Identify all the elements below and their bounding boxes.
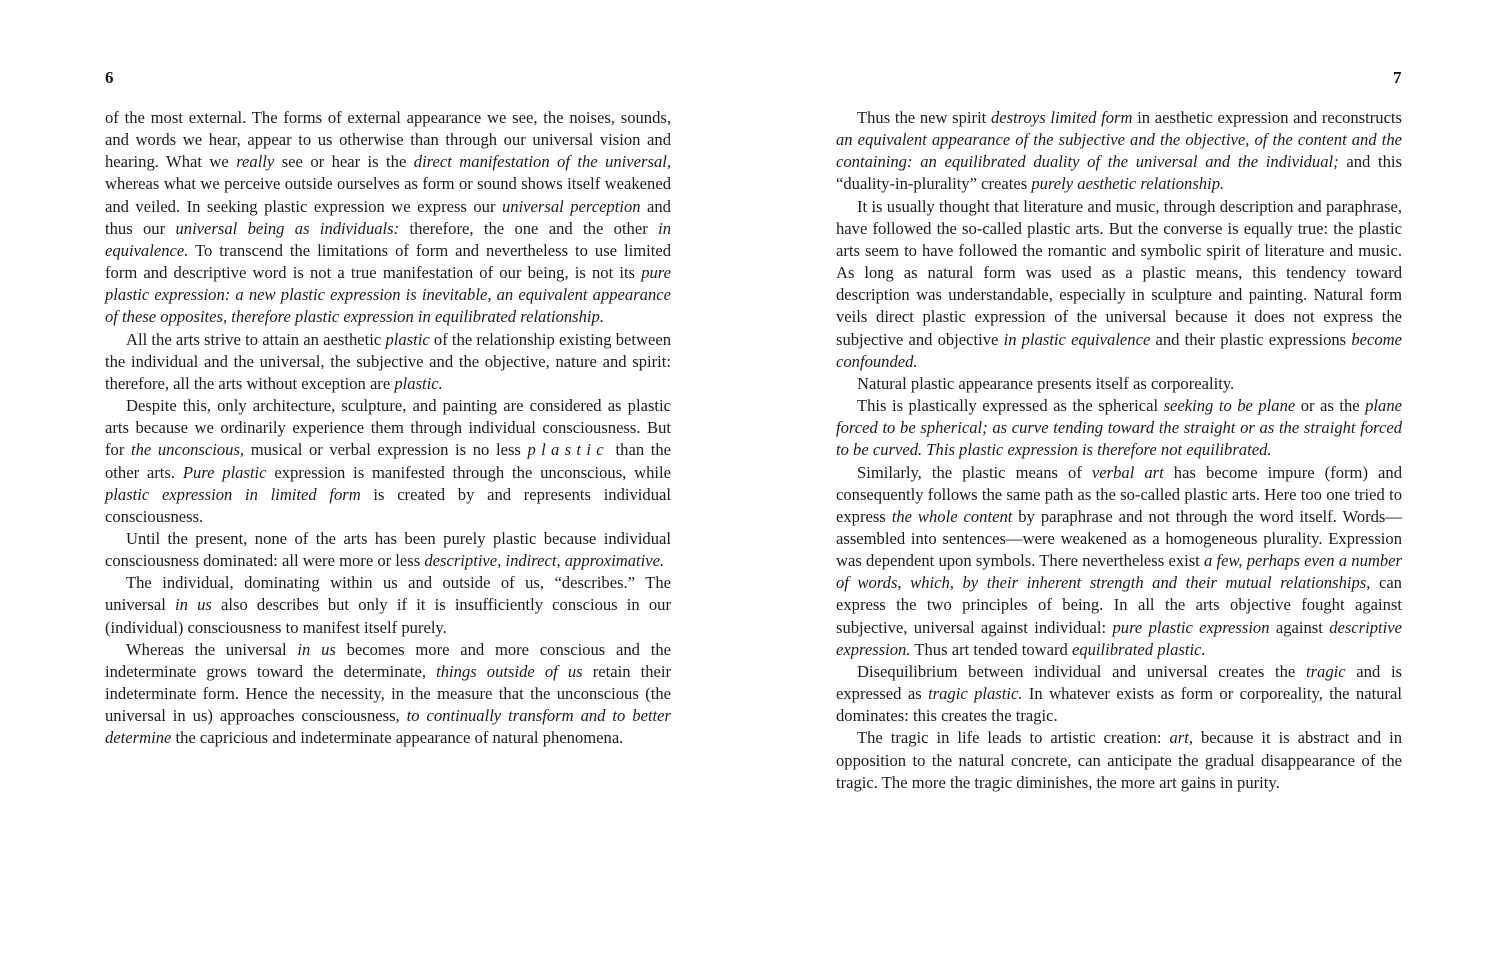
emphasized-text: in plastic equivalence [1003, 329, 1151, 349]
body-text: has become impure (form) and consequently follows the same path as the so-called plastic arts. Here too one tried to express [836, 462, 1402, 526]
body-text: In whatever exists as form or corporeality, the natural dominates: this creates the tragic. [836, 684, 1403, 726]
emphasized-text: pure plastic expression: a new plastic expression is inevitable, an equivalent appearance of these opposites, therefore plastic expression in equilibrated relationship. [105, 263, 671, 327]
paragraph [105, 329, 671, 395]
paragraph [105, 572, 671, 638]
body-text: Whereas the universal [126, 639, 298, 659]
body-text: and is expressed as [836, 661, 1403, 704]
body-text: Natural plastic appearance presents itself as corporeality. [857, 373, 1235, 393]
body-text: Thus art tended toward [910, 639, 1072, 659]
body-text: by paraphrase and not through the word itself. Words—assembled into sentences—were weakened as a homogeneous plurality. Expression was dependent upon symbols. There nevertheless exist [836, 506, 1402, 571]
emphasized-text: descriptive, indirect, approximative. [424, 551, 665, 571]
emphasized-text: an equivalent appearance of the subjective and the objective, of the content and the containing: an equilibrated duality of the universal and the individual; [836, 130, 1402, 172]
body-text: expression is manifested through the unconscious, while [266, 462, 671, 482]
body-text: Disequilibrium between individual and universal creates the [857, 661, 1306, 681]
body-text: than the other arts. [105, 440, 672, 482]
body-text: musical or verbal expression is no less [244, 440, 528, 460]
body-text: To transcend the limitations of form and nevertheless to use limited form and descriptive word is not a true manifestation of our being, is not its [105, 240, 671, 283]
emphasized-text: tragic plastic. [928, 684, 1023, 704]
emphasized-text: direct manifestation of the universal, [413, 152, 671, 172]
paragraph [836, 373, 1402, 395]
body-text: The tragic in life leads to artistic creation: [857, 728, 1170, 748]
body-text: the capricious and indeterminate appearance of natural phenomena. [171, 728, 624, 748]
emphasized-text: seeking to be plane [1163, 396, 1296, 416]
body-text: because it is abstract and in opposition to the natural concrete, can anticipate the gradual disappearance of the tragic. The more the tragic diminishes, the more art gains in purity. [836, 728, 1402, 792]
emphasized-text: a few, perhaps even a number of words, which, by their inherent strength and their mutual relationships, [836, 551, 1403, 593]
emphasized-text: plastic [527, 440, 609, 460]
emphasized-text: descriptive expression. [836, 617, 1402, 659]
emphasized-text: plastic expression in limited form [105, 484, 361, 504]
emphasized-text: in equivalence. [105, 218, 672, 260]
body-text: or as the [1295, 396, 1366, 416]
emphasized-text: purely aesthetic relationship. [1031, 174, 1225, 194]
body-text: in aesthetic expression and reconstructs [1132, 108, 1403, 127]
paragraph [105, 639, 671, 750]
body-text: All the arts strive to attain an aesthetic [126, 329, 386, 349]
body-text: of the relationship existing between the individual and the universal, the subjective and the objective, nature and spirit: therefore, all the arts without exception are [105, 329, 671, 393]
page-number-right: 7 [1393, 68, 1402, 87]
body-text: is created by and represents individual consciousness. [105, 484, 671, 526]
paragraph [105, 528, 671, 572]
page-left [105, 0, 671, 958]
body-text: also describes but only if it is insufficiently conscious in our (individual) consciousness to manifest itself purely. [105, 595, 671, 637]
paragraph [105, 107, 671, 329]
emphasized-text: things outside of us [436, 661, 583, 681]
text-column-right [836, 107, 1402, 794]
emphasized-text: to continually transform and to better determine [105, 706, 671, 748]
paragraph [836, 661, 1402, 727]
emphasized-text: tragic [1305, 661, 1346, 681]
body-text: and this “duality-in-plurality” creates [836, 152, 1402, 194]
body-text: Until the present, none of the arts has been purely plastic because individual consciousness dominated: all were more or less [105, 528, 671, 571]
body-text: of the most external. The forms of external appearance we see, the noises, sounds, and words we hear, appear to us otherwise than through our universal vision and hearing. What we [105, 108, 671, 172]
emphasized-text: pure plastic expression [1112, 617, 1270, 637]
body-text: It is usually thought that literature and music, through description and paraphrase, have followed the so-called plastic arts. But the converse is equally true: the plastic arts seem to have followed the romantic and symbolic spirit of literature and music. As long as natural form was used as a plastic means, this tendency toward description was understandable, especially in sculpture and painting. Natural form veils direct plastic expression of the universal because it does not express the subjective and objective [836, 196, 1402, 349]
body-text: Thus the new spirit [857, 108, 991, 127]
emphasized-text: universal being as individuals: [175, 218, 400, 238]
emphasized-text: in us [297, 639, 336, 659]
paragraph [836, 107, 1402, 196]
emphasized-text: plane forced to be spherical; as curve tending toward the straight or as the straight forced to be curved. This plastic expression is therefore not equilibrated. [836, 396, 1402, 460]
body-text: becomes more and more conscious and the indeterminate grows toward the determinate, [105, 639, 671, 681]
body-text: retain their indeterminate form. Hence the necessity, in the measure that the unconscious (the universal in us) approaches consciousness, [105, 661, 671, 726]
emphasized-text: equilibrated plastic. [1071, 639, 1206, 659]
paragraph [836, 727, 1402, 793]
page-number-left: 6 [105, 68, 114, 87]
emphasized-text: destroys limited form [990, 108, 1133, 127]
paragraph [836, 395, 1402, 461]
page-right [836, 0, 1402, 958]
body-text: can express the two principles of being. In all the arts objective fought against subjective, universal against individual: [836, 573, 1402, 637]
emphasized-text: verbal art [1091, 462, 1164, 482]
body-text: see or hear is the [274, 152, 414, 172]
body-text: therefore, the one and the other [399, 218, 659, 238]
emphasized-text: universal perception [501, 196, 641, 216]
paragraph [836, 462, 1402, 661]
paragraph [836, 196, 1402, 373]
text-column-left [105, 107, 671, 750]
emphasized-text: really [236, 152, 275, 172]
emphasized-text: in us [175, 595, 212, 615]
body-text: Despite this, only architecture, sculpture, and painting are considered as plastic arts because we ordinarily experience them through individual consciousness. But for [105, 396, 671, 460]
emphasized-text: become confounded. [836, 329, 1403, 371]
emphasized-text: plastic. [394, 373, 443, 393]
body-text: whereas what we perceive outside ourselves as form or sound shows itself weakened and veiled. In seeking plastic expression we express our [105, 174, 671, 216]
body-text: The individual, dominating within us and outside of us, “describes.” The universal [105, 573, 671, 615]
body-text: Similarly, the plastic means of [857, 462, 1092, 482]
body-text: This is plastically expressed as the spherical [857, 396, 1164, 416]
emphasized-text: Pure plastic [182, 462, 267, 482]
emphasized-text: the unconscious, [130, 440, 245, 460]
body-text: and their plastic expressions [1150, 329, 1352, 349]
emphasized-text: art, [1169, 728, 1193, 748]
emphasized-text: plastic [385, 329, 430, 349]
emphasized-text: the whole content [891, 506, 1013, 526]
body-text: against [1269, 617, 1330, 637]
body-text: and thus our [105, 196, 671, 238]
paragraph [105, 395, 671, 528]
